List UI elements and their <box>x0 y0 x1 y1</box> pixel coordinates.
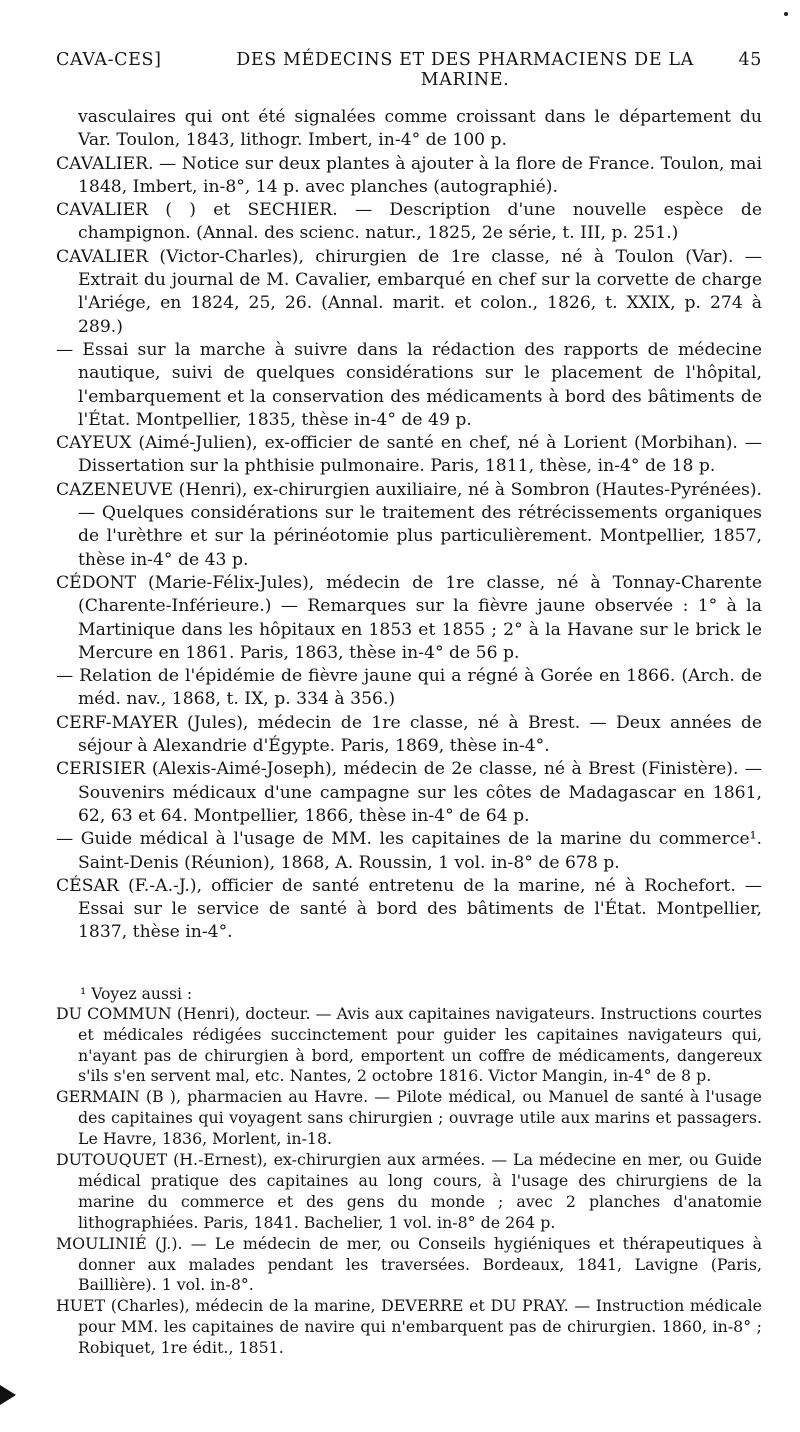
footnote-label: ¹ Voyez aussi : <box>80 984 193 1003</box>
bibliography-entries <box>56 106 762 945</box>
entry: CAZENEUVE (Henri), ex-chirurgien auxiliaire, né à Sombron (Hautes-Pyrénées). — Quelques considérations sur le traitement des rétrécissements organiques de l'urèthre et sur la périnéotomie plus particulièrement. Montpellier, 1857, thèse in-4° de 43 p. <box>56 479 762 570</box>
footnote-entry: DU COMMUN (Henri), docteur. — Avis aux capitaines navigateurs. Instructions courtes et médicales rédigées succinctement pour guider les capitaines navigateurs qui, n'ayant pas de chirurgien à bord, emportent un coffre de médicaments, dangereux s'ils s'en servent mal, etc. Nantes, 2 octobre 1816. Victor Mangin, in-4° de 8 p. <box>56 1003 762 1086</box>
entry: CERF-MAYER (Jules), médecin de 1re classe, né à Brest. — Deux années de séjour à Alexandrie d'Égypte. Paris, 1869, thèse in-4°. <box>56 712 762 757</box>
entry-continuation: vasculaires qui ont été signalées comme croissant dans le département du Var. Toulon, 1843, lithogr. Imbert, in-4° de 100 p. <box>78 107 762 151</box>
scan-corner-mark <box>0 1385 16 1405</box>
footnote-entry: HUET (Charles), médecin de la marine, DEVERRE et DU PRAY. — Instruction médicale pour MM. les capitaines de navire qui n'embarquent pas de chirurgien. 1860, in-8° ; Robiquet, 1re édit., 1851. <box>56 1296 762 1358</box>
entry: CAVALIER ( ) et SECHIER. — Description d'une nouvelle espèce de champignon. (Annal. des scienc. natur., 1825, 2e série, t. III, p. 251.) <box>56 200 762 244</box>
entry: CERISIER (Alexis-Aimé-Joseph), médecin de 2e classe, né à Brest (Finistère). — Souvenirs médicaux d'une campagne sur les côtes de Madagascar en 1861, 62, 63 et 64. Montpellier, 1866, thèse in-4° de 64 p. <box>56 759 762 826</box>
running-header <box>56 50 762 90</box>
entry: CÉSAR (F.-A.-J.), officier de santé entretenu de la marine, né à Rochefort. — Essai sur le service de santé à bord des bâtiments de l'État. Montpellier, 1837, thèse in-4°. <box>56 875 762 943</box>
entry: CAVALIER. — Notice sur deux plantes à ajouter à la flore de France. Toulon, mai 1848, Imbert, in-8°, 14 p. avec planches (autographié). <box>56 153 762 197</box>
print-speck <box>784 12 788 16</box>
entry: CÉDONT (Marie-Félix-Jules), médecin de 1re classe, né à Tonnay-Charente (Charente-Inférieure.) — Remarques sur la fièvre jaune observée : 1° à la Martinique dans les hôpitaux en 1853 et 1855 ; 2° à la Havane sur le brick le Mercure en 1861. Paris, 1863, thèse in-4° de 56 p. <box>56 572 762 663</box>
header-title: DES MÉDECINS ET DES PHARMACIENS DE LA MARINE. <box>236 50 694 90</box>
footnote-entry: DUTOUQUET (H.-Ernest), ex-chirurgien aux armées. — La médecine en mer, ou Guide médical pratique des capitaines au long cours, à l'usage des chirurgiens de la marine du commerce et des gens du monde ; avec 2 planches d'anatomie lithographiées. Paris, 1841. Bachelier, 1 vol. in-8° de 264 p. <box>56 1150 762 1232</box>
footnote-entry: MOULINIÉ (J.). — Le médecin de mer, ou Conseils hygiéniques et thérapeutiques à donner aux malades pendant les traversées. Bordeaux, 1841, Lavigne (Paris, Baillière). 1 vol. in-8°. <box>56 1233 762 1295</box>
entry: — Relation de l'épidémie de fièvre jaune qui a régné à Gorée en 1866. (Arch. de méd. nav., 1868, t. IX, p. 334 à 356.) <box>56 666 762 710</box>
footnote-entry: GERMAIN (B ), pharmacien au Havre. — Pilote médical, ou Manuel de santé à l'usage des capitaines qui voyagent sans chirurgien ; ouvrage utile aux marins et passagers. Le Havre, 1836, Morlent, in-18. <box>56 1087 762 1149</box>
footnotes <box>56 985 762 1359</box>
entry: CAYEUX (Aimé-Julien), ex-officier de santé en chef, né à Lorient (Morbihan). — Dissertation sur la phthisie pulmonaire. Paris, 1811, thèse, in-4° de 18 p. <box>56 433 762 477</box>
header-left: CAVA-CES] <box>56 50 162 70</box>
entry: CAVALIER (Victor-Charles), chirurgien de 1re classe, né à Toulon (Var). — Extrait du journal de M. Cavalier, embarqué en chef sur la corvette de charge l'Ariége, en 1824, 25, 26. (Annal. marit. et colon., 1826, t. XXIX, p. 274 à 289.) <box>56 246 762 337</box>
entry: — Essai sur la marche à suivre dans la rédaction des rapports de médecine nautique, suivi de quelques considérations sur le placement de l'hôpital, l'embarquement et la conservation des médicaments à bord des bâtiments de l'État. Montpellier, 1835, thèse in-4° de 49 p. <box>56 339 762 430</box>
entry: — Guide médical à l'usage de MM. les capitaines de la marine du commerce¹. Saint-Denis (Réunion), 1868, A. Roussin, 1 vol. in-8° de 678 p. <box>56 829 762 873</box>
page-number: 45 <box>738 50 762 70</box>
